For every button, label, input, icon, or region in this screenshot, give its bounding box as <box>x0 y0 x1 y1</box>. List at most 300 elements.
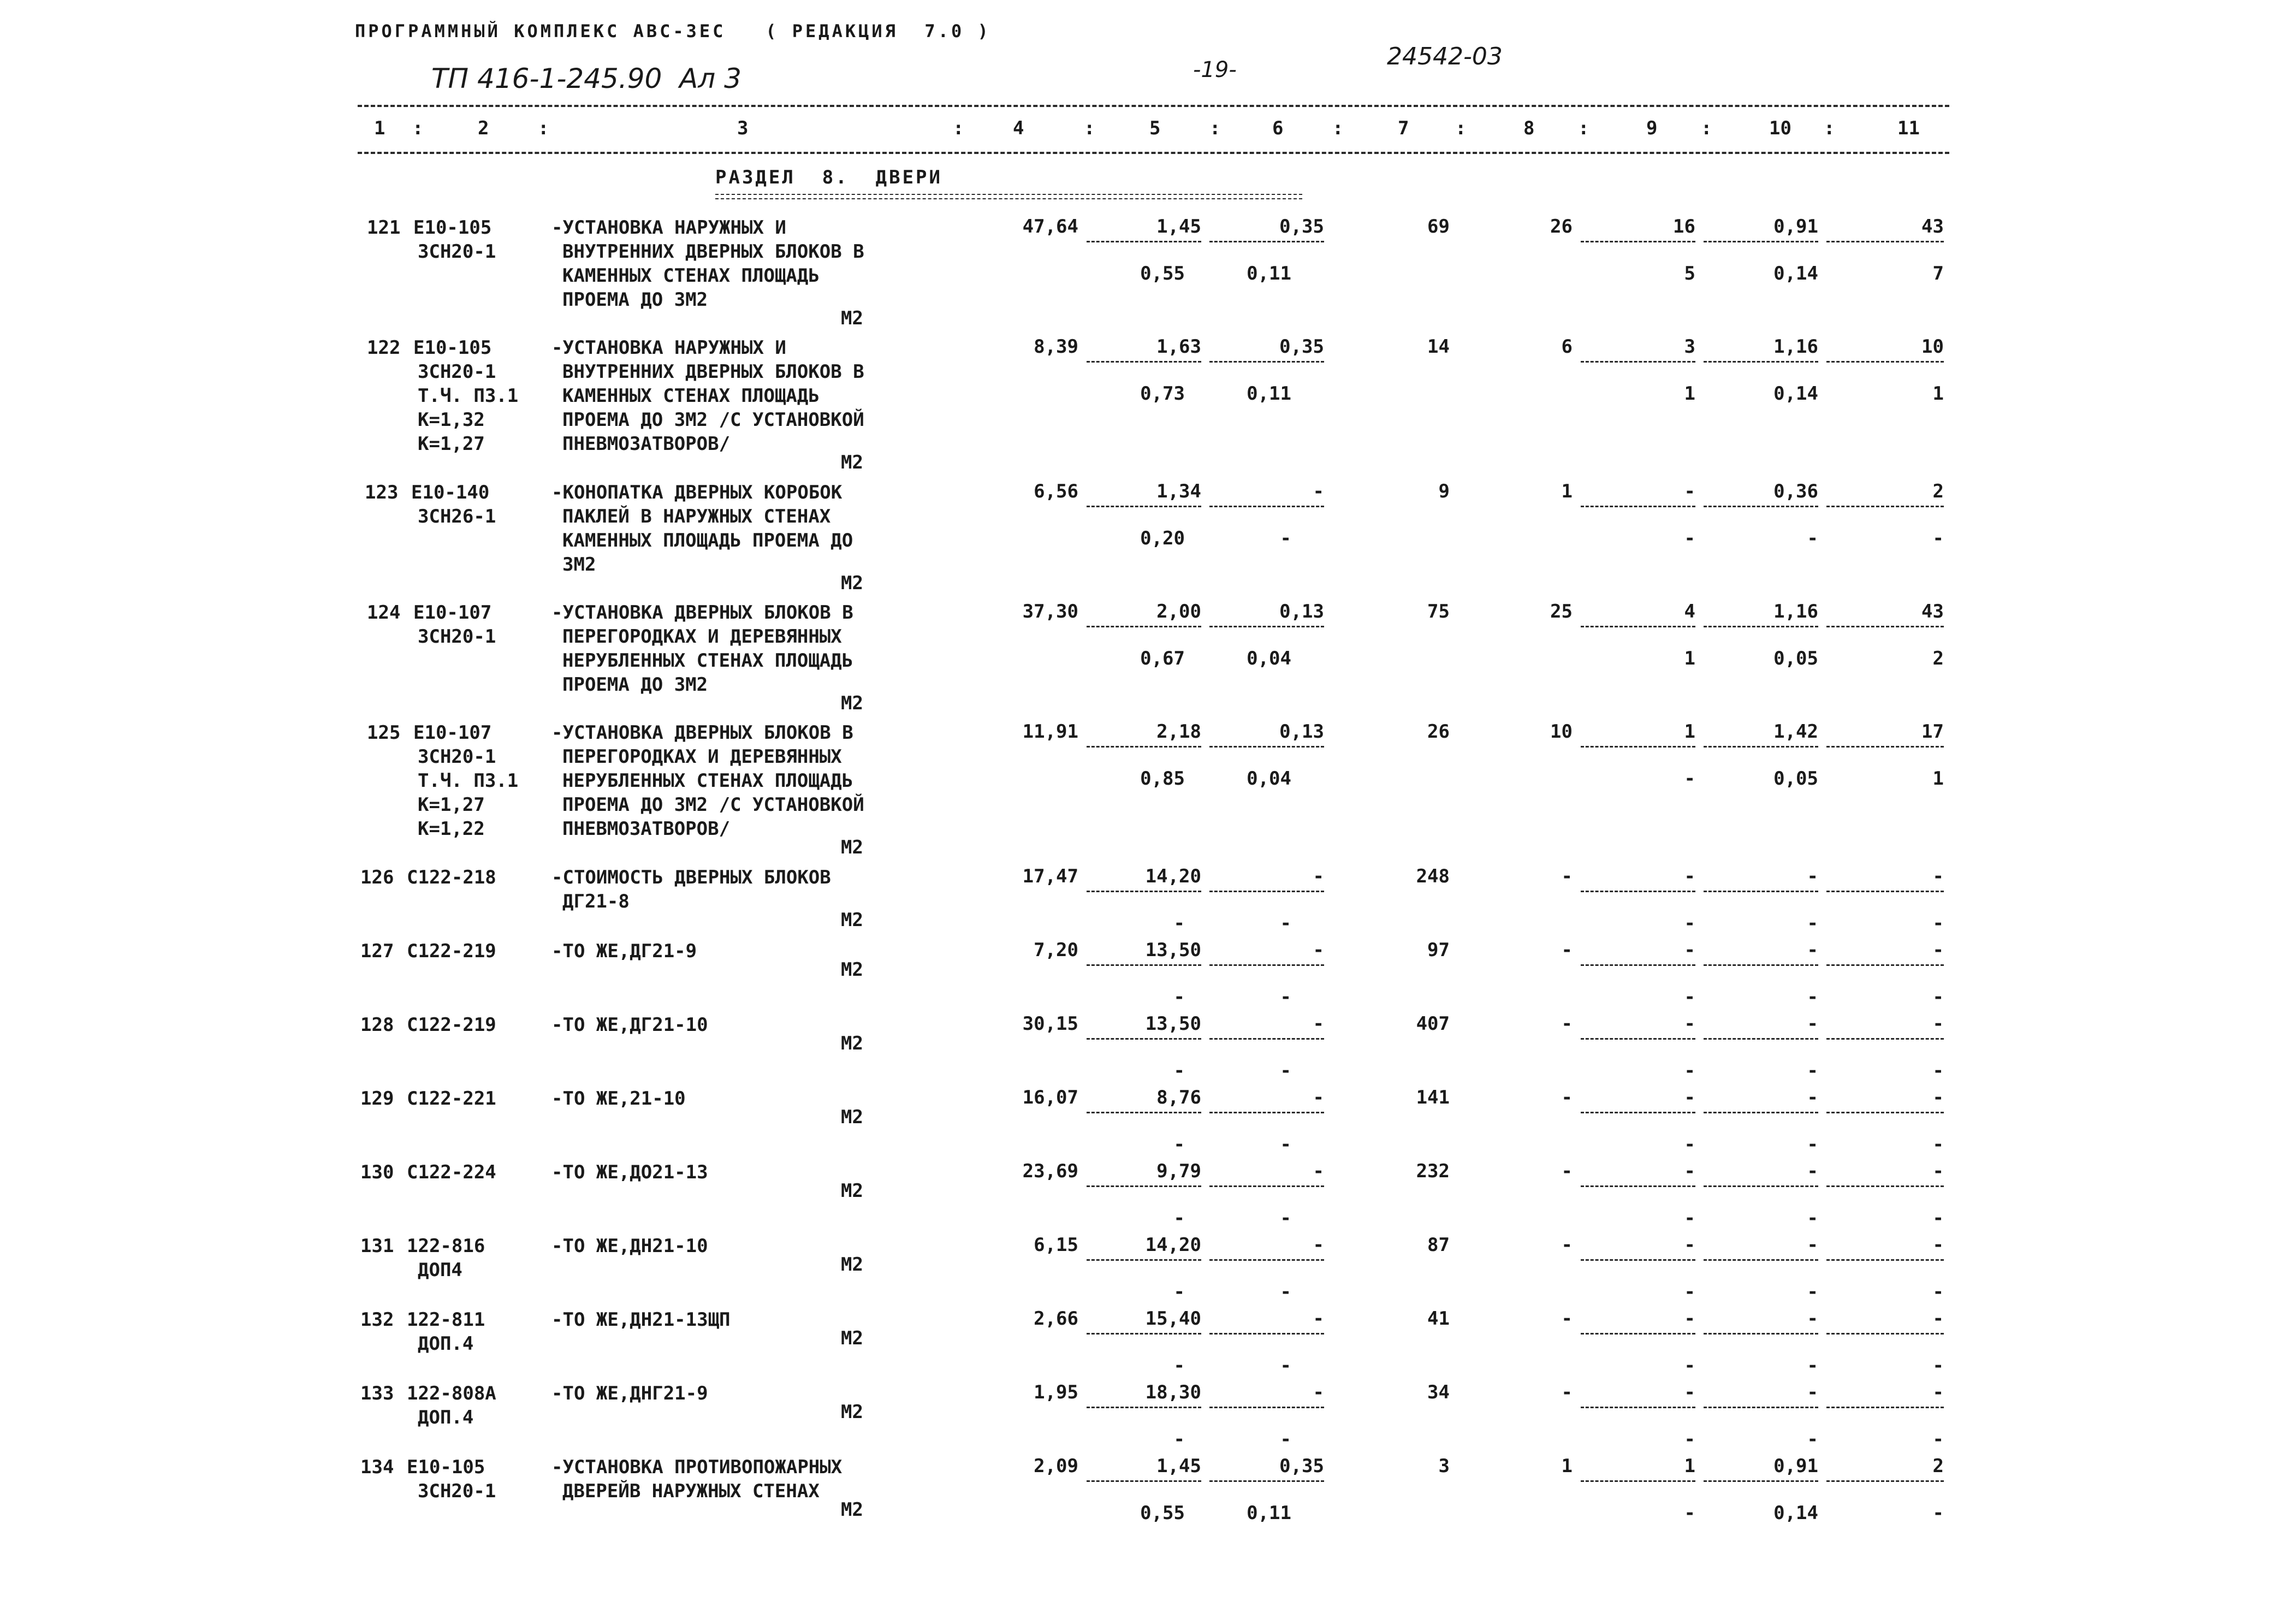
norm-code: Е10-107 <box>413 722 492 744</box>
cell-col-11: - <box>1932 865 1944 887</box>
work-description: КАМЕННЫХ СТЕНАХ ПЛОЩАДЬ <box>562 265 820 287</box>
column-header-10: 10 <box>1769 117 1791 139</box>
work-description: -ТО ЖЕ,ДО21-13 <box>551 1161 708 1183</box>
cell-bottom-col-9: 5 <box>1684 263 1695 284</box>
cell-bottom-col-11: - <box>1932 1428 1944 1450</box>
cell-col-6: 0,35 <box>1279 216 1324 238</box>
cell-bottom-col-9: - <box>1684 1134 1695 1155</box>
cell-col-11: - <box>1932 1234 1944 1256</box>
cell-col-4: 2,66 <box>1034 1308 1078 1330</box>
cell-bottom-col-6: - <box>1280 986 1291 1008</box>
column-separator: : <box>1084 117 1095 139</box>
norm-code: 122-816 <box>407 1235 485 1257</box>
norm-code: ДОП4 <box>418 1259 462 1281</box>
cell-col-11: 17 <box>1921 721 1944 743</box>
cell-col-7: 26 <box>1427 721 1450 743</box>
work-description: -УСТАНОВКА НАРУЖНЫХ И <box>551 217 786 239</box>
fraction-line <box>1704 626 1818 627</box>
cell-col-9: 1 <box>1684 1455 1695 1477</box>
norm-code: Е10-105 <box>413 337 492 359</box>
cell-col-5: 14,20 <box>1145 1234 1201 1256</box>
cell-bottom-col-10: - <box>1807 1134 1818 1155</box>
cell-col-5: 1,34 <box>1156 481 1201 502</box>
cell-col-6: - <box>1313 481 1324 502</box>
cell-bottom-col-11: - <box>1932 1134 1944 1155</box>
unit-label: М2 <box>841 1499 863 1521</box>
work-description: -ТО ЖЕ,ДН21-13ЩП <box>551 1309 731 1331</box>
row-number: 127 <box>360 940 394 962</box>
header-rule-bottom <box>358 152 1949 154</box>
cell-bottom-col-10: 0,14 <box>1773 263 1818 284</box>
norm-code: ЗСН20-1 <box>418 746 496 768</box>
cell-col-11: - <box>1932 1087 1944 1108</box>
cell-col-7: 407 <box>1416 1013 1450 1035</box>
norm-code: Т.Ч. П3.1 <box>418 770 519 792</box>
column-header-4: 4 <box>1013 117 1024 139</box>
fraction-line <box>1704 1112 1818 1113</box>
fraction-line <box>1826 1112 1944 1113</box>
unit-label: М2 <box>841 1180 863 1202</box>
cell-col-5: 8,76 <box>1156 1087 1201 1108</box>
norm-code: Е10-107 <box>413 602 492 624</box>
cell-col-9: 3 <box>1684 336 1695 358</box>
cell-col-6: - <box>1313 1160 1324 1182</box>
cell-col-10: - <box>1807 865 1818 887</box>
column-separator: : <box>1332 117 1344 139</box>
fraction-line <box>1209 1185 1324 1187</box>
work-description: -УСТАНОВКА ДВЕРНЫХ БЛОКОВ В <box>551 722 853 744</box>
cell-bottom-col-10: 0,05 <box>1773 648 1818 669</box>
cell-col-5: 2,18 <box>1156 721 1201 743</box>
fraction-line <box>1704 964 1818 966</box>
cell-col-10: 0,91 <box>1773 216 1818 238</box>
cell-bottom-col-5: 0,55 <box>1140 1502 1185 1524</box>
cell-col-6: 0,35 <box>1279 336 1324 358</box>
cell-col-11: 2 <box>1932 481 1944 502</box>
cell-col-8: - <box>1561 1087 1573 1108</box>
cell-bottom-col-10: - <box>1807 1207 1818 1229</box>
cell-bottom-col-5: 0,67 <box>1140 648 1185 669</box>
norm-code: С122-219 <box>407 940 496 962</box>
fraction-line <box>1087 746 1201 748</box>
cell-col-8: 10 <box>1550 721 1573 743</box>
fraction-line <box>1826 964 1944 966</box>
unit-label: М2 <box>841 572 863 594</box>
cell-bottom-col-11: - <box>1932 912 1944 934</box>
cell-col-5: 1,63 <box>1156 336 1201 358</box>
row-number: 130 <box>360 1161 394 1183</box>
column-separator: : <box>1824 117 1835 139</box>
cell-col-11: 2 <box>1932 1455 1944 1477</box>
norm-code: С122-224 <box>407 1161 496 1183</box>
row-number: 124 <box>367 602 401 624</box>
cell-col-11: - <box>1932 1381 1944 1403</box>
cell-bottom-col-5: 0,85 <box>1140 768 1185 790</box>
cell-col-5: 13,50 <box>1145 1013 1201 1035</box>
fraction-line <box>1209 506 1324 507</box>
cell-col-8: - <box>1561 1381 1573 1403</box>
column-header-5: 5 <box>1149 117 1161 139</box>
cell-col-7: 3 <box>1438 1455 1450 1477</box>
fraction-line <box>1826 1038 1944 1040</box>
fraction-line <box>1581 746 1695 748</box>
cell-col-4: 16,07 <box>1022 1087 1078 1108</box>
fraction-line <box>1826 506 1944 507</box>
fraction-line <box>1581 1112 1695 1113</box>
cell-bottom-col-6: - <box>1280 1060 1291 1082</box>
cell-col-10: - <box>1807 1013 1818 1035</box>
fraction-line <box>1581 1480 1695 1482</box>
fraction-line <box>1087 1480 1201 1482</box>
cell-col-4: 1,95 <box>1034 1381 1078 1403</box>
cell-bottom-col-5: - <box>1173 1134 1185 1155</box>
cell-col-8: - <box>1561 939 1573 961</box>
row-number: 125 <box>367 722 401 744</box>
work-description: ПЕРЕГОРОДКАХ И ДЕРЕВЯННЫХ <box>562 626 842 648</box>
cell-col-7: 232 <box>1416 1160 1450 1182</box>
fraction-line <box>1704 241 1818 242</box>
fraction-line <box>1087 1407 1201 1408</box>
program-title: ПРОГРАММНЫЙ КОМПЛЕКС АВС-3ЕС ( РЕДАКЦИЯ 7.0 ) <box>355 21 991 41</box>
cell-col-11: 43 <box>1921 601 1944 622</box>
cell-bottom-col-6: - <box>1280 1428 1291 1450</box>
cell-col-9: - <box>1684 939 1695 961</box>
cell-bottom-col-5: - <box>1173 1428 1185 1450</box>
fraction-line <box>1087 1038 1201 1040</box>
cell-bottom-col-9: - <box>1684 527 1695 549</box>
cell-bottom-col-6: - <box>1280 527 1291 549</box>
norm-code: К=1,22 <box>418 818 485 840</box>
cell-col-5: 1,45 <box>1156 1455 1201 1477</box>
row-number: 133 <box>360 1383 394 1404</box>
norm-code: ЗСН20-1 <box>418 626 496 648</box>
cell-bottom-col-9: - <box>1684 1502 1695 1524</box>
fraction-line <box>1209 964 1324 966</box>
cell-bottom-col-5: - <box>1173 1207 1185 1229</box>
fraction-line <box>1087 1333 1201 1335</box>
fraction-line <box>1826 1185 1944 1187</box>
work-description: -УСТАНОВКА ПРОТИВОПОЖАРНЫХ <box>551 1456 843 1478</box>
norm-code: 122-811 <box>407 1309 485 1331</box>
norm-code: ЗСН20-1 <box>418 361 496 383</box>
cell-col-5: 14,20 <box>1145 865 1201 887</box>
cell-col-10: - <box>1807 1087 1818 1108</box>
work-description: -ТО ЖЕ,21-10 <box>551 1088 686 1110</box>
cell-bottom-col-5: - <box>1173 1281 1185 1303</box>
fraction-line <box>1826 1333 1944 1335</box>
cell-bottom-col-11: - <box>1932 1502 1944 1524</box>
cell-col-7: 248 <box>1416 865 1450 887</box>
work-description: -СТОИМОСТЬ ДВЕРНЫХ БЛОКОВ <box>551 867 831 888</box>
cell-bottom-col-10: - <box>1807 1060 1818 1082</box>
cell-col-10: 0,91 <box>1773 1455 1818 1477</box>
work-description: -ТО ЖЕ,ДНГ21-9 <box>551 1383 708 1404</box>
cell-col-10: 0,36 <box>1773 481 1818 502</box>
cell-col-9: - <box>1684 1381 1695 1403</box>
cell-bottom-col-10: - <box>1807 1428 1818 1450</box>
work-description: ПРОЕМА ДО 3М2 /С УСТАНОВКОЙ <box>562 409 864 431</box>
fraction-line <box>1826 241 1944 242</box>
fraction-line <box>1209 241 1324 242</box>
column-header-8: 8 <box>1523 117 1535 139</box>
cell-bottom-col-11: 1 <box>1932 383 1944 405</box>
row-number: 122 <box>367 337 401 359</box>
column-header-2: 2 <box>478 117 489 139</box>
norm-code: Е10-140 <box>411 482 490 503</box>
cell-col-4: 47,64 <box>1022 216 1078 238</box>
work-description: ДГ21-8 <box>562 891 630 912</box>
cell-bottom-col-10: - <box>1807 986 1818 1008</box>
row-number: 131 <box>360 1235 394 1257</box>
fraction-line <box>1209 1112 1324 1113</box>
column-header-7: 7 <box>1398 117 1409 139</box>
norm-code: ДОП.4 <box>418 1333 474 1355</box>
fraction-line <box>1704 1038 1818 1040</box>
section-underline <box>715 194 1302 199</box>
cell-bottom-col-9: - <box>1684 1355 1695 1377</box>
cell-col-9: - <box>1684 865 1695 887</box>
cell-col-7: 41 <box>1427 1308 1450 1330</box>
norm-code: С122-221 <box>407 1088 496 1110</box>
cell-col-10: - <box>1807 1308 1818 1330</box>
unit-label: М2 <box>841 959 863 981</box>
work-description: -УСТАНОВКА НАРУЖНЫХ И <box>551 337 786 359</box>
fraction-line <box>1581 1407 1695 1408</box>
fraction-line <box>1087 241 1201 242</box>
cell-col-6: - <box>1313 1234 1324 1256</box>
column-separator: : <box>1455 117 1467 139</box>
work-description: ПНЕВМОЗАТВОРОВ/ <box>562 818 731 840</box>
norm-code: ДОП.4 <box>418 1407 474 1428</box>
fraction-line <box>1826 1407 1944 1408</box>
column-separator: : <box>538 117 549 139</box>
norm-code: ЗСН20-1 <box>418 241 496 263</box>
column-header-3: 3 <box>737 117 749 139</box>
cell-col-6: - <box>1313 1087 1324 1108</box>
cell-bottom-col-11: - <box>1932 1281 1944 1303</box>
fraction-line <box>1704 1333 1818 1335</box>
cell-col-4: 17,47 <box>1022 865 1078 887</box>
cell-col-8: - <box>1561 865 1573 887</box>
cell-bottom-col-6: - <box>1280 1355 1291 1377</box>
cell-col-10: - <box>1807 1160 1818 1182</box>
norm-code: С122-218 <box>407 867 496 888</box>
unit-label: М2 <box>841 1254 863 1276</box>
cell-col-11: - <box>1932 1308 1944 1330</box>
cell-col-9: 4 <box>1684 601 1695 622</box>
cell-col-5: 9,79 <box>1156 1160 1201 1182</box>
cell-bottom-col-5: 0,55 <box>1140 263 1185 284</box>
row-number: 126 <box>360 867 394 888</box>
cell-col-4: 11,91 <box>1022 721 1078 743</box>
cell-col-4: 7,20 <box>1034 939 1078 961</box>
fraction-line <box>1087 361 1201 363</box>
fraction-line <box>1826 626 1944 627</box>
fraction-line <box>1209 626 1324 627</box>
work-description: ПЕРЕГОРОДКАХ И ДЕРЕВЯННЫХ <box>562 746 842 768</box>
fraction-line <box>1209 1480 1324 1482</box>
fraction-line <box>1704 361 1818 363</box>
column-separator: : <box>412 117 424 139</box>
cell-col-6: 0,13 <box>1279 601 1324 622</box>
cell-col-4: 6,15 <box>1034 1234 1078 1256</box>
work-description: -ТО ЖЕ,ДГ21-9 <box>551 940 697 962</box>
norm-code: К=1,32 <box>418 409 485 431</box>
column-separator: : <box>1209 117 1221 139</box>
cell-bottom-col-6: 0,11 <box>1247 383 1291 405</box>
cell-bottom-col-9: - <box>1684 986 1695 1008</box>
cell-col-9: 16 <box>1673 216 1695 238</box>
fraction-line <box>1581 1333 1695 1335</box>
cell-bottom-col-5: - <box>1173 1060 1185 1082</box>
cell-bottom-col-6: 0,11 <box>1247 263 1291 284</box>
fraction-line <box>1087 964 1201 966</box>
unit-label: М2 <box>841 1033 863 1054</box>
cell-bottom-col-9: - <box>1684 1281 1695 1303</box>
work-description: ДВЕРЕЙВ НАРУЖНЫХ СТЕНАХ <box>562 1480 820 1502</box>
header-rule-top <box>358 105 1949 107</box>
unit-label: М2 <box>841 837 863 858</box>
unit-label: М2 <box>841 452 863 473</box>
cell-bottom-col-10: - <box>1807 527 1818 549</box>
cell-col-9: - <box>1684 1234 1695 1256</box>
work-description: ВНУТРЕННИХ ДВЕРНЫХ БЛОКОВ В <box>562 241 864 263</box>
fraction-line <box>1704 1407 1818 1408</box>
cell-col-6: - <box>1313 1381 1324 1403</box>
fraction-line <box>1581 506 1695 507</box>
norm-code: Е10-105 <box>407 1456 485 1478</box>
cell-col-8: - <box>1561 1234 1573 1256</box>
column-header-9: 9 <box>1646 117 1658 139</box>
document-code: ТП 416-1-245.90 Ал 3 <box>431 63 741 94</box>
cell-col-9: - <box>1684 1160 1695 1182</box>
cell-bottom-col-9: - <box>1684 1428 1695 1450</box>
fraction-line <box>1826 746 1944 748</box>
fraction-line <box>1826 1259 1944 1261</box>
fraction-line <box>1209 1333 1324 1335</box>
work-description: КАМЕННЫХ СТЕНАХ ПЛОЩАДЬ <box>562 385 820 407</box>
work-description: ПРОЕМА ДО 3М2 /С УСТАНОВКОЙ <box>562 794 864 816</box>
fraction-line <box>1209 1038 1324 1040</box>
work-description: ПРОЕМА ДО 3М2 <box>562 289 708 311</box>
cell-bottom-col-9: - <box>1684 1207 1695 1229</box>
work-description: -ТО ЖЕ,ДГ21-10 <box>551 1014 708 1036</box>
unit-label: М2 <box>841 1106 863 1128</box>
page-number: -19- <box>1193 57 1237 82</box>
cell-col-10: 1,16 <box>1773 336 1818 358</box>
cell-col-7: 69 <box>1427 216 1450 238</box>
cell-bottom-col-11: 7 <box>1932 263 1944 284</box>
work-description: -КОНОПАТКА ДВЕРНЫХ КОРОБОК <box>551 482 843 503</box>
work-description: ПНЕВМОЗАТВОРОВ/ <box>562 433 731 455</box>
cell-col-5: 1,45 <box>1156 216 1201 238</box>
work-description: ПРОЕМА ДО 3М2 <box>562 674 708 696</box>
cell-bottom-col-10: - <box>1807 1355 1818 1377</box>
fraction-line <box>1581 1038 1695 1040</box>
cell-col-8: 1 <box>1561 481 1573 502</box>
cell-bottom-col-5: - <box>1173 912 1185 934</box>
fraction-line <box>1581 626 1695 627</box>
cell-bottom-col-11: 1 <box>1932 768 1944 790</box>
norm-code: ЗСН26-1 <box>418 506 496 527</box>
cell-bottom-col-6: - <box>1280 912 1291 934</box>
row-number: 128 <box>360 1014 394 1036</box>
work-description: ВНУТРЕННИХ ДВЕРНЫХ БЛОКОВ В <box>562 361 864 383</box>
fraction-line <box>1087 626 1201 627</box>
fraction-line <box>1581 361 1695 363</box>
work-description: НЕРУБЛЕННЫХ СТЕНАХ ПЛОЩАДЬ <box>562 650 853 672</box>
fraction-line <box>1581 964 1695 966</box>
cell-col-7: 34 <box>1427 1381 1450 1403</box>
fraction-line <box>1826 1480 1944 1482</box>
norm-code: К=1,27 <box>418 433 485 455</box>
norm-code: С122-219 <box>407 1014 496 1036</box>
norm-code: К=1,27 <box>418 794 485 816</box>
cell-bottom-col-6: - <box>1280 1281 1291 1303</box>
cell-col-6: - <box>1313 1308 1324 1330</box>
norm-code: Е10-105 <box>413 217 492 239</box>
norm-code: 122-808А <box>407 1383 496 1404</box>
cell-col-11: - <box>1932 939 1944 961</box>
fraction-line <box>1704 1259 1818 1261</box>
cell-col-11: - <box>1932 1013 1944 1035</box>
cell-col-4: 2,09 <box>1034 1455 1078 1477</box>
cell-col-8: - <box>1561 1308 1573 1330</box>
cell-bottom-col-6: - <box>1280 1134 1291 1155</box>
cell-col-5: 13,50 <box>1145 939 1201 961</box>
fraction-line <box>1826 891 1944 892</box>
cell-col-11: 43 <box>1921 216 1944 238</box>
cell-bottom-col-10: - <box>1807 912 1818 934</box>
fraction-line <box>1581 891 1695 892</box>
column-separator: : <box>1578 117 1589 139</box>
cell-col-6: 0,13 <box>1279 721 1324 743</box>
cell-col-8: 1 <box>1561 1455 1573 1477</box>
fraction-line <box>1087 1185 1201 1187</box>
work-description: КАМЕННЫХ ПЛОЩАДЬ ПРОЕМА ДО <box>562 530 853 551</box>
cell-col-5: 18,30 <box>1145 1381 1201 1403</box>
row-number: 129 <box>360 1088 394 1110</box>
column-header-11: 11 <box>1897 117 1920 139</box>
cell-bottom-col-10: 0,14 <box>1773 1502 1818 1524</box>
cell-col-4: 23,69 <box>1022 1160 1078 1182</box>
column-header-1: 1 <box>374 117 385 139</box>
cell-bottom-col-11: - <box>1932 1060 1944 1082</box>
fraction-line <box>1581 1185 1695 1187</box>
norm-code: Т.Ч. П3.1 <box>418 385 519 407</box>
cell-bottom-col-6: 0,04 <box>1247 648 1291 669</box>
row-number: 121 <box>367 217 401 239</box>
work-description: -ТО ЖЕ,ДН21-10 <box>551 1235 708 1257</box>
cell-bottom-col-5: 0,73 <box>1140 383 1185 405</box>
cell-col-9: - <box>1684 481 1695 502</box>
cell-bottom-col-10: - <box>1807 1281 1818 1303</box>
fraction-line <box>1209 1259 1324 1261</box>
fraction-line <box>1209 746 1324 748</box>
fraction-line <box>1826 361 1944 363</box>
cell-bottom-col-11: 2 <box>1932 648 1944 669</box>
fraction-line <box>1087 506 1201 507</box>
column-separator: : <box>1701 117 1712 139</box>
cell-col-5: 2,00 <box>1156 601 1201 622</box>
cell-bottom-col-6: 0,11 <box>1247 1502 1291 1524</box>
norm-code: ЗСН20-1 <box>418 1480 496 1502</box>
cell-col-11: - <box>1932 1160 1944 1182</box>
unit-label: М2 <box>841 1401 863 1423</box>
cell-bottom-col-11: - <box>1932 1355 1944 1377</box>
cell-col-9: - <box>1684 1087 1695 1108</box>
cell-col-8: - <box>1561 1013 1573 1035</box>
